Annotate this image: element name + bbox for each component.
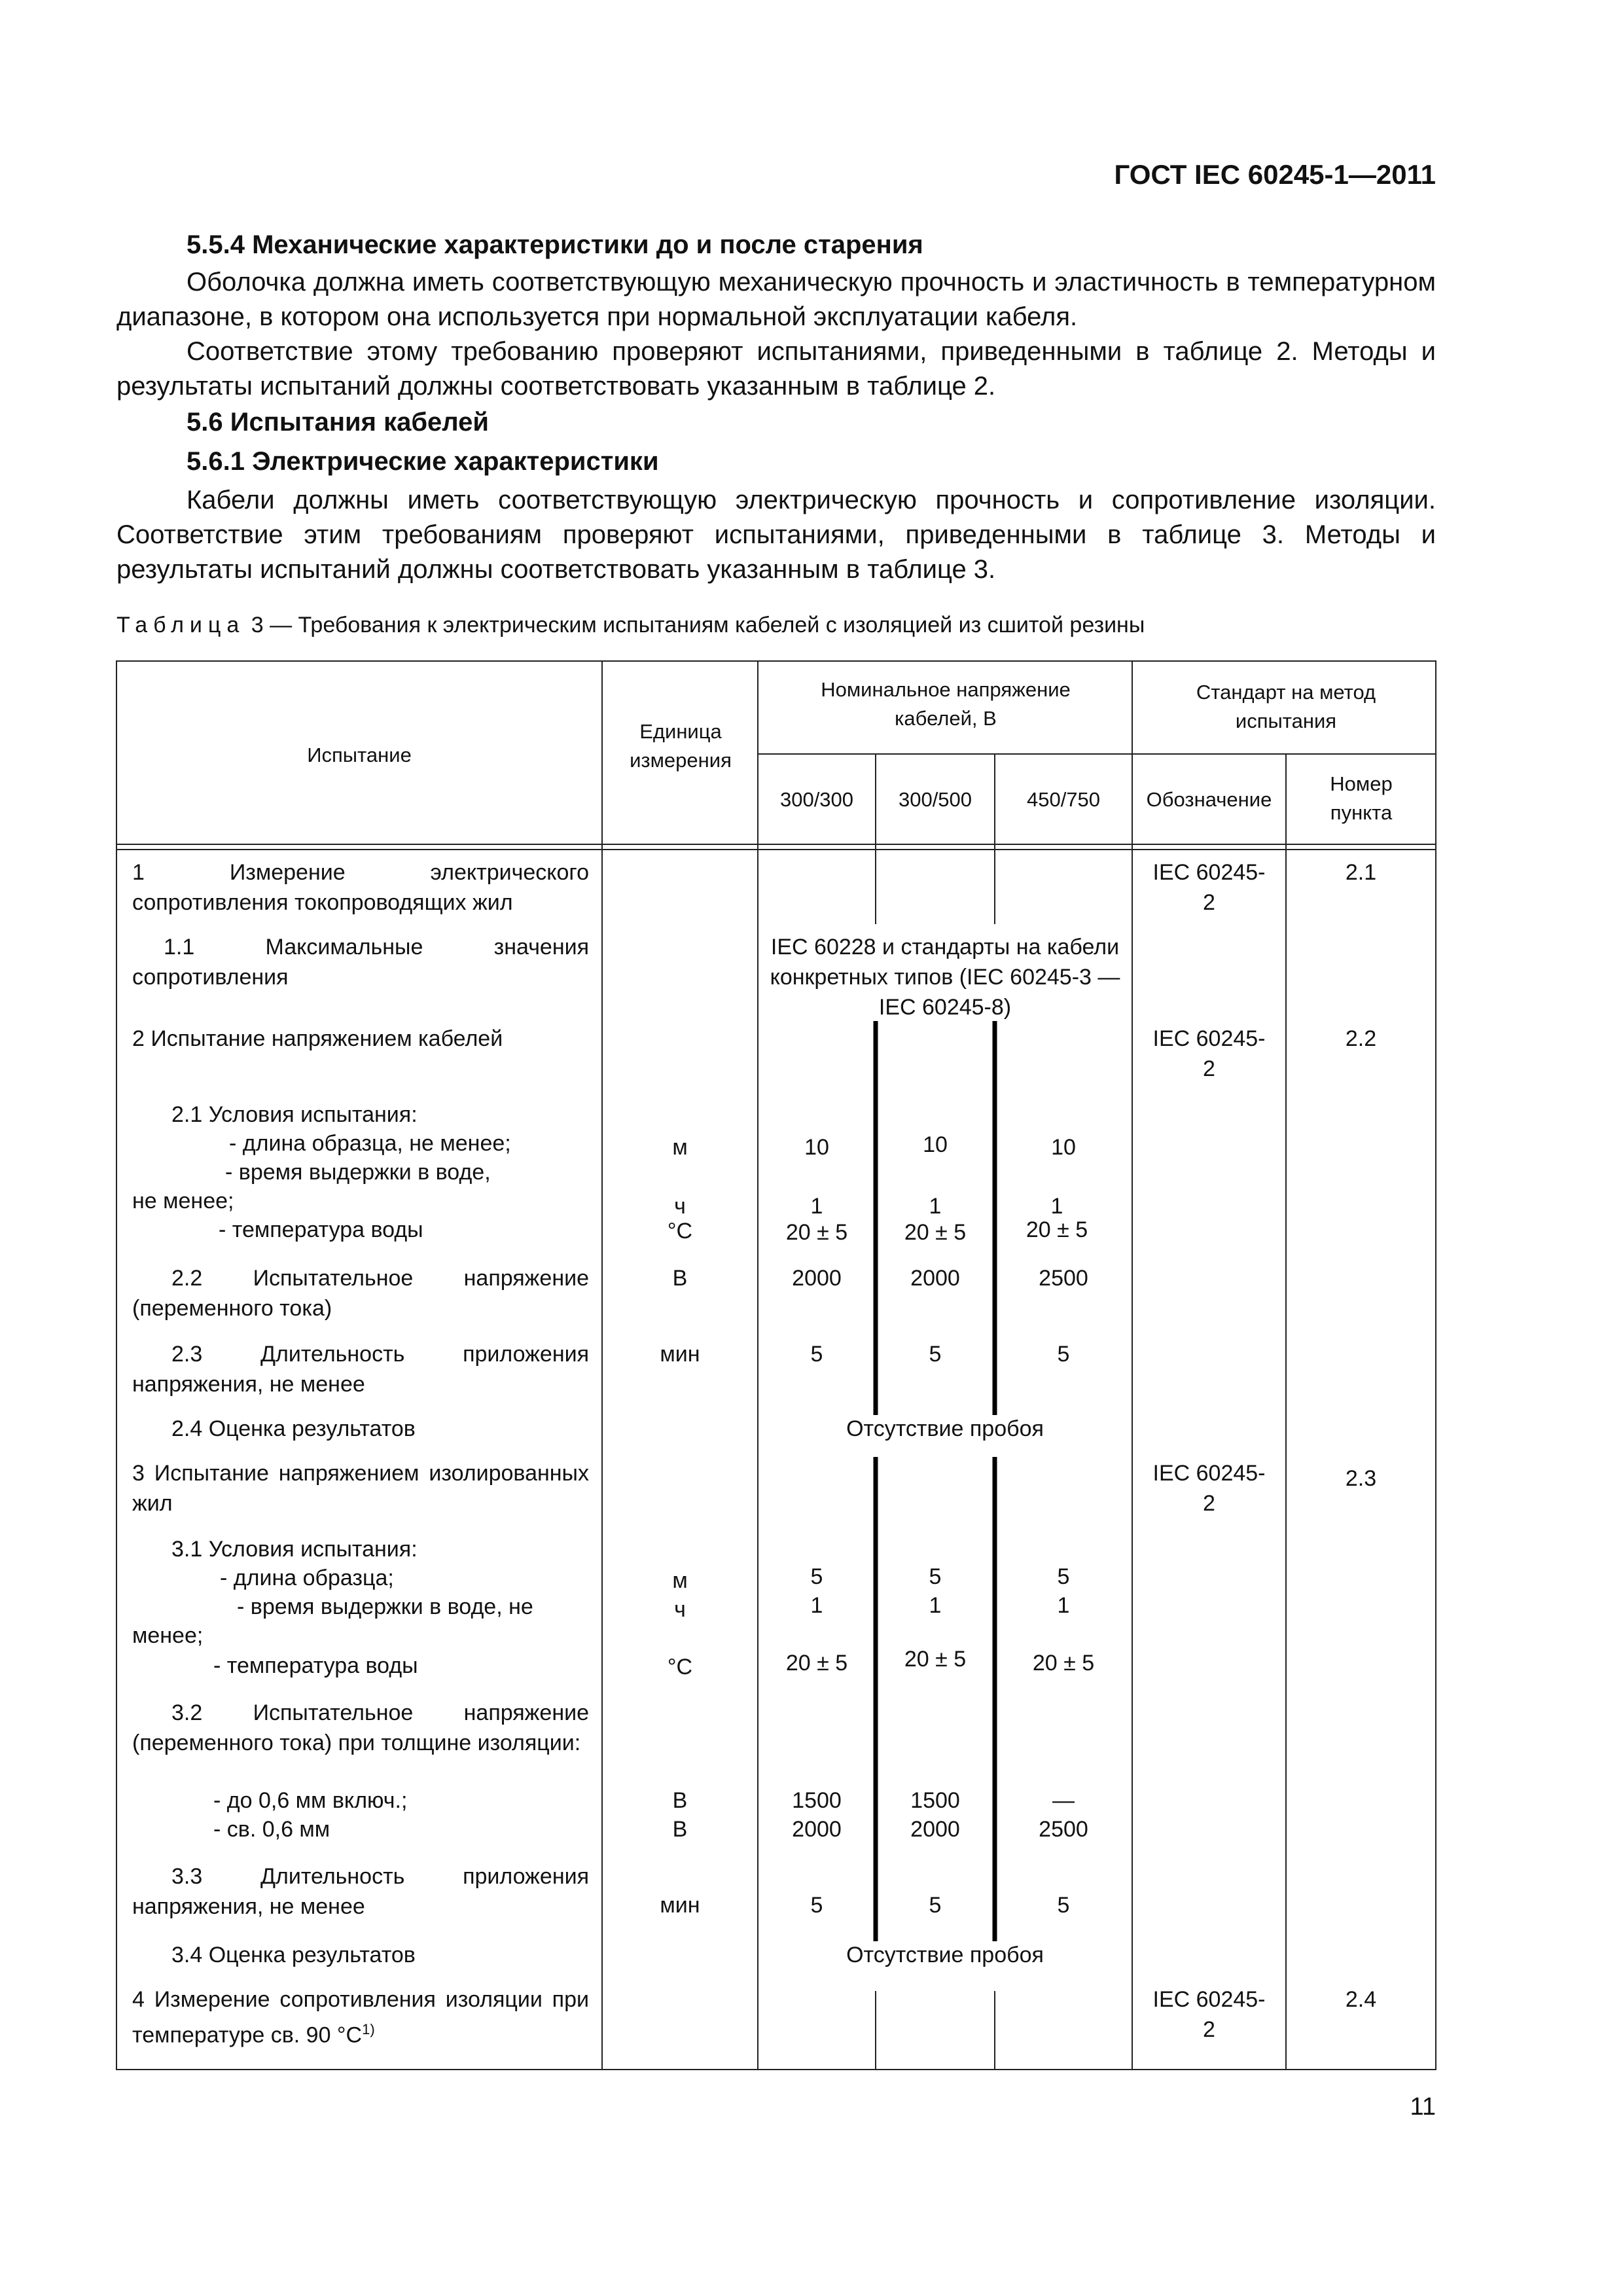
row-3-1-a2: 1: [810, 1593, 823, 1618]
section-5-6-1-heading: 5.6.1 Электрические характеристики: [187, 447, 659, 476]
table-caption-text: 3 — Требования к электрическим испытаниям кабелей с изоляцией из сшитой резины: [245, 613, 1145, 637]
row-2-1-c2: 1: [1050, 1194, 1063, 1219]
row-1-test: 1 Измерение электрического сопротивления токопроводящих жил: [132, 860, 589, 915]
page-number: 11: [1410, 2093, 1436, 2121]
row-3-4-test: 3.4 Оценка результатов: [171, 1943, 416, 1967]
header-clause-number: Номер пункта: [1330, 772, 1393, 824]
row-3-2-c1: —: [1052, 1788, 1075, 1813]
row-3-1-b1: 5: [929, 1564, 942, 1589]
row-1-clause: 2.1: [1345, 860, 1377, 885]
row-4-test: [132, 1984, 589, 2050]
row-2-1-a1: 10: [804, 1135, 829, 1160]
header-test: Испытание: [307, 744, 412, 766]
section-5-6-1-paragraph: Кабели должны иметь соответствующую электрическую прочность и сопротивление изоляции. Соответствие этим требованиям проверяют испытаниями, приведенными в таблице 3. Методы и результаты испытаний должны соответствовать указанным в таблице 3.: [116, 486, 1436, 584]
row-3-1-c2: 1: [1057, 1593, 1070, 1618]
header-unit: Единица измерения: [630, 720, 732, 772]
row-2-1-c1: 10: [1051, 1135, 1076, 1160]
row-3-1-b2: 1: [929, 1593, 942, 1618]
row-3-1-line-2: - время выдержки в воде, не: [237, 1594, 533, 1619]
row-2-1-b2: 1: [929, 1194, 942, 1219]
row-3-2-b1: 1500: [910, 1788, 960, 1813]
row-2-test: 2 Испытание напряжением кабелей: [132, 1026, 503, 1051]
row-3-1-line-2b: менее;: [132, 1623, 204, 1648]
row-3-1-unit-2: ч: [674, 1597, 686, 1622]
row-2-2-test: 2.2 Испытательное напряжение (переменного тока): [132, 1266, 589, 1321]
row-3-1-b3: 20 ± 5: [904, 1647, 967, 1672]
row-3-standard: IEC 60245-2: [1152, 1461, 1266, 1516]
row-2-4-merged: Отсутствие пробоя: [846, 1416, 1044, 1441]
row-2-2-b: 2000: [910, 1266, 960, 1291]
row-2-1-line-2: - время выдержки в воде,: [225, 1160, 491, 1185]
header-voltage-group: Номинальное напряжение кабелей, В: [821, 678, 1071, 730]
row-2-1-b3: 20 ± 5: [904, 1220, 967, 1245]
row-2-1-unit-3: °C: [667, 1219, 693, 1244]
row-2-4-test: 2.4 Оценка результатов: [171, 1416, 416, 1441]
row-3-2-unit-2: В: [672, 1817, 688, 1842]
document-code: ГОСТ IEC 60245-1—2011: [1114, 159, 1436, 190]
row-2-1-c3: 20 ± 5: [1026, 1217, 1088, 1242]
row-1-1-test: 1.1 Максимальные значения сопротивления: [132, 935, 589, 990]
section-5-5-4-heading: 5.5.4 Механические характеристики до и после старения: [187, 230, 923, 259]
row-3-clause: 2.3: [1345, 1466, 1377, 1491]
row-3-3-unit: мин: [660, 1893, 700, 1918]
row-2-2-unit: В: [672, 1266, 688, 1291]
row-3-2-title: 3.2 Испытательное напряжение (переменного тока) при толщине изоляции:: [132, 1700, 589, 1755]
row-2-3-b: 5: [929, 1342, 942, 1367]
row-2-3-unit: мин: [660, 1342, 700, 1367]
row-2-1-b1: 10: [923, 1132, 948, 1157]
row-3-2-c2: 2500: [1039, 1817, 1088, 1842]
row-3-3-b: 5: [929, 1893, 942, 1918]
row-3-2-line-1: - до 0,6 мм включ.;: [213, 1788, 408, 1813]
row-4-clause: 2.4: [1345, 1987, 1377, 2012]
row-2-1-title: 2.1 Условия испытания:: [171, 1102, 418, 1127]
row-3-1-c3: 20 ± 5: [1032, 1651, 1095, 1676]
row-3-1-title: 3.1 Условия испытания:: [171, 1537, 418, 1562]
header-designation: Обозначение: [1146, 788, 1272, 811]
row-3-1-a3: 20 ± 5: [785, 1651, 848, 1676]
row-2-1-unit-1: м: [672, 1135, 688, 1160]
row-3-2-unit-1: В: [672, 1788, 688, 1813]
row-2-3-test: 2.3 Длительность приложения напряжения, не менее: [132, 1342, 589, 1397]
row-3-4-merged: Отсутствие пробоя: [846, 1943, 1044, 1967]
row-3-3-test: 3.3 Длительность приложения напряжения, не менее: [132, 1864, 589, 1919]
row-2-3-c: 5: [1057, 1342, 1070, 1367]
row-3-1-line-3: - температура воды: [213, 1653, 418, 1678]
row-1-1-merged: IEC 60228 и стандарты на кабели конкретных типов (IEC 60245-3 — IEC 60245-8): [770, 935, 1120, 1020]
row-4-footnote-mark: 1): [362, 2021, 375, 2037]
row-3-2-a1: 1500: [792, 1788, 842, 1813]
header-voltage-450-750: 450/750: [1026, 788, 1101, 811]
section-5-5-4-paragraph-1: Оболочка должна иметь соответствующую механическую прочность и эластичность в температурном диапазоне, в котором она используется при нормальной эксплуатации кабеля.: [116, 268, 1436, 331]
row-4-test-text: 4 Измерение сопротивления изоляции при температуре св. 90 °C: [132, 1987, 589, 2048]
section-5-5-4-paragraph-2: Соответствие этому требованию проверяют испытаниями, приведенными в таблице 2. Методы и результаты испытаний должны соответствовать указанным в таблице 2.: [116, 337, 1436, 401]
row-2-2-a: 2000: [792, 1266, 842, 1291]
row-3-2-line-2: - св. 0,6 мм: [213, 1817, 330, 1842]
table-caption-label: Таблица: [116, 613, 245, 637]
row-2-1-unit-2: ч: [674, 1194, 686, 1219]
row-3-1-unit-1: м: [672, 1568, 688, 1593]
row-3-1-line-1: - длина образца;: [220, 1566, 394, 1590]
row-2-clause: 2.2: [1345, 1026, 1377, 1051]
row-1-standard: IEC 60245-2: [1152, 860, 1266, 915]
section-5-6-heading: 5.6 Испытания кабелей: [187, 408, 490, 437]
row-2-1-line-3: - температура воды: [219, 1217, 423, 1242]
header-standard-group: Стандарт на метод испытания: [1196, 681, 1376, 732]
row-4-standard: IEC 60245-2: [1152, 1987, 1266, 2042]
header-voltage-300-300: 300/300: [779, 788, 854, 811]
row-2-1-a2: 1: [810, 1194, 823, 1219]
row-3-2-b2: 2000: [910, 1817, 960, 1842]
row-2-2-c: 2500: [1039, 1266, 1088, 1291]
header-voltage-300-500: 300/500: [898, 788, 972, 811]
row-2-3-a: 5: [810, 1342, 823, 1367]
row-3-1-c1: 5: [1057, 1564, 1070, 1589]
row-2-1-line-2b: не менее;: [132, 1189, 234, 1213]
row-3-3-c: 5: [1057, 1893, 1070, 1918]
row-2-1-line-1: - длина образца, не менее;: [229, 1131, 511, 1156]
row-3-test: 3 Испытание напряжением изолированных жил: [132, 1461, 589, 1516]
row-2-standard: IEC 60245-2: [1152, 1026, 1266, 1081]
row-3-1-a1: 5: [810, 1564, 823, 1589]
row-3-3-a: 5: [810, 1893, 823, 1918]
row-3-1-unit-3: °C: [667, 1655, 693, 1679]
row-3-2-a2: 2000: [792, 1817, 842, 1842]
row-2-1-a3: 20 ± 5: [785, 1220, 848, 1245]
